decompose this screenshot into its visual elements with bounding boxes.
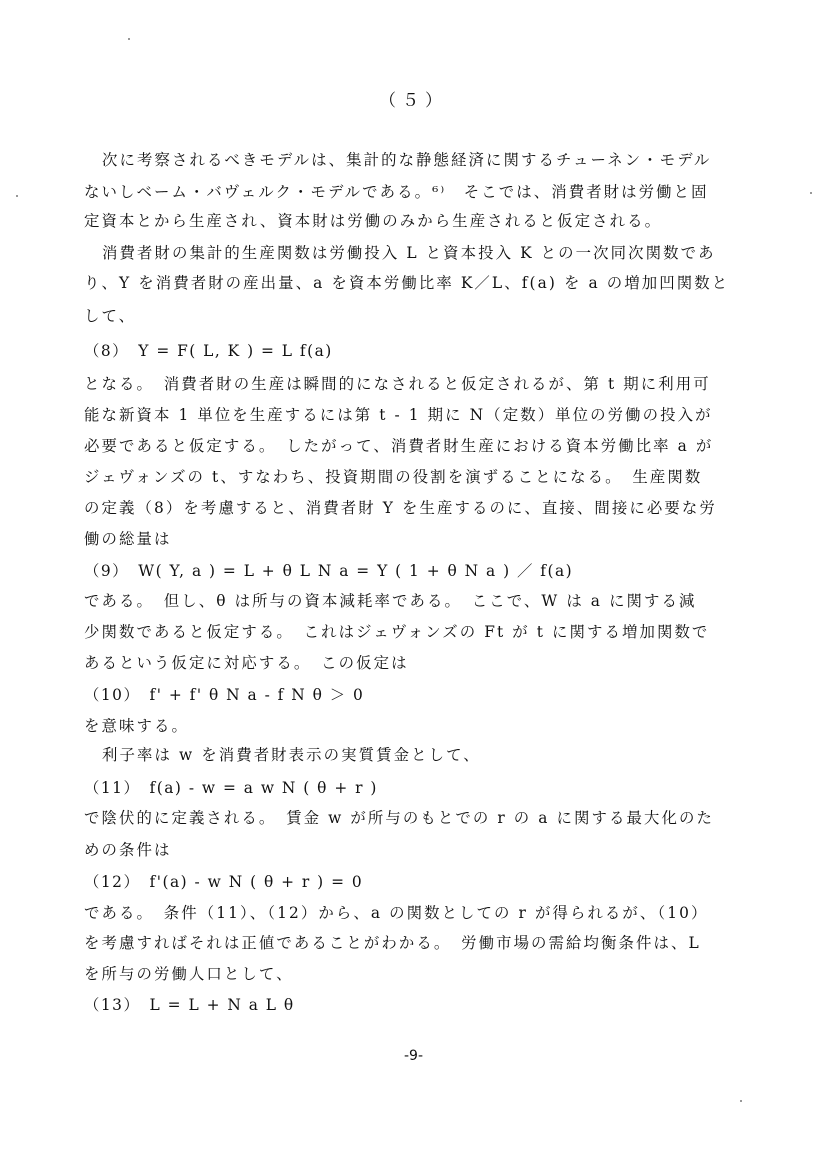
text-line: して、	[84, 307, 137, 325]
text-line: 必要であると仮定する。 したがって、消費者財生産における資本労働比率 a が	[84, 437, 714, 455]
text-line: で陰伏的に定義される。 賃金 w が所与のもとでの r の a に関する最大化のた	[84, 809, 714, 827]
equation-8: （8） Y = F( L, K ) = L f(a)	[84, 342, 333, 360]
text-line: めの条件は	[84, 841, 172, 859]
text-line: を意味する。	[84, 717, 189, 735]
text-line: 少関数であると仮定する。 これはジェヴォンズの Ft が t に関する増加関数で	[84, 623, 710, 641]
text-line: 能な新資本 1 単位を生産するには第 t - 1 期に N（定数）単位の労働の投入が	[84, 406, 713, 424]
text-line: 利子率は w を消費者財表示の実質賃金として、	[102, 746, 481, 764]
text-line: ないしベーム・バヴェルク・モデルである。⁶⁾ そこでは、消費者財は労働と固	[84, 183, 709, 201]
text-line: である。 条件（11）、（12）から、a の関数としての r が得られるが、（10）	[84, 904, 709, 922]
page-number: -9-	[403, 1048, 423, 1064]
text-line: あるという仮定に対応する。 この仮定は	[84, 654, 409, 672]
scan-speck	[810, 192, 812, 194]
equation-9: （9） W( Y, a ) = L + θ L N a = Y ( 1 + θ N a ) ／ f(a)	[84, 562, 574, 580]
equation-10: （10） f' + f' θ N a - f N θ ＞ 0	[84, 686, 365, 704]
text-line: 働の総量は	[84, 530, 172, 548]
text-line: の定義（8）を考慮すると、消費者財 Y を生産するのに、直接、間接に必要な労	[84, 499, 717, 517]
text-line: となる。 消費者財の生産は瞬間的になされると仮定されるが、第 t 期に利用可	[84, 375, 711, 393]
text-line: 次に考察されるべきモデルは、集計的な静態経済に関するチューネン・モデル	[102, 151, 712, 169]
section-number: （５）	[379, 91, 448, 111]
equation-11: （11） f(a) - w = a w N ( θ + r )	[84, 779, 378, 797]
text-line: り、Y を消費者財の産出量、a を資本労働比率 K／L、f(a) を a の増加凹関数と	[84, 274, 730, 292]
equation-13: （13） L = L + N a L θ	[84, 996, 295, 1014]
text-line: を所与の労働人口として、	[84, 965, 294, 983]
text-line: を考慮すればそれは正値であることがわかる。 労働市場の需給均衡条件は、L	[84, 934, 701, 952]
scan-speck	[16, 195, 18, 197]
scan-speck	[740, 1100, 742, 1102]
scan-speck	[128, 38, 130, 40]
text-line: 消費者財の集計的生産関数は労働投入 L と資本投入 K との一次同次関数であ	[102, 244, 716, 262]
text-line: 定資本とから生産され、資本財は労働のみから生産されると仮定される。	[84, 212, 663, 230]
text-line: ジェヴォンズの t、すなわち、投資期間の役割を演ずることになる。 生産関数	[84, 468, 703, 486]
equation-12: （12） f'(a) - w N ( θ + r ) = 0	[84, 873, 364, 891]
text-line: である。 但し、θ は所与の資本減耗率である。 ここで、W は a に関する減	[84, 592, 697, 610]
